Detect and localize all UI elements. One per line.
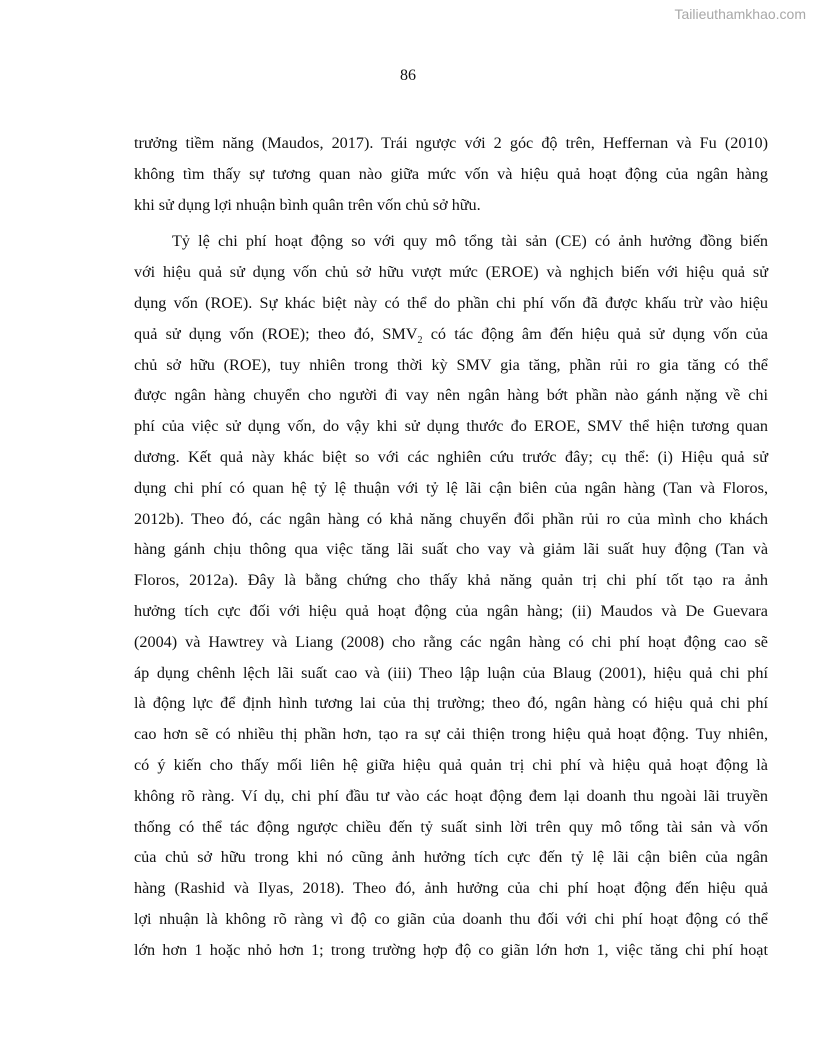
- text-line: dụng chi phí có quan hệ tỷ lệ thuận với tỷ lệ lãi cận biên của ngân hàng (Tan và Floros,: [134, 478, 768, 497]
- text-line: 2012b). Theo đó, các ngân hàng có khả năng chuyển đổi phần rủi ro của mình cho khách: [134, 509, 768, 528]
- text-line: phí của việc sử dụng vốn, do vậy khi sử dụng thước đo EROE, SMV thể hiện tương quan: [134, 417, 768, 436]
- text-line: là động lực để định hình tương lai của thị trường; theo đó, ngân hàng có hiệu quả chi phí: [134, 694, 768, 713]
- text-line: của chủ sở hữu trong khi nó cũng ảnh hưởng tích cực đến tỷ lệ lãi cận biên của ngân: [134, 848, 768, 867]
- text-line: thống có thể tác động ngược chiều đến tỷ suất sinh lời trên quy mô tổng tài sản và vốn: [134, 817, 768, 836]
- text-line: (2004) và Hawtrey và Liang (2008) cho rằng các ngân hàng có chi phí hoạt động cao sẽ: [134, 632, 768, 651]
- text-line: hàng gánh chịu thông qua việc tăng lãi suất cho vay và giảm lãi suất huy động (Tan và: [134, 540, 768, 559]
- text-line: hưởng tích cực đối với hiệu quả hoạt động của ngân hàng; (ii) Maudos và De Guevara: [134, 601, 768, 620]
- text-line: áp dụng chênh lệch lãi suất cao và (iii) Theo lập luận của Blaug (2001), hiệu quả chi phí: [134, 663, 768, 682]
- text-line: có ý kiến cho thấy mối liên hệ giữa hiệu quả quản trị chi phí và hiệu quả hoạt động là: [134, 755, 768, 774]
- text-line: cao hơn sẽ có nhiều thị phần hơn, tạo ra sự cải thiện trong hiệu quả hoạt động. Tuy nhiên,: [134, 725, 768, 744]
- text-line: dụng vốn (ROE). Sự khác biệt này có thể do phần chi phí vốn đã được khấu trừ vào hiệu: [134, 293, 768, 312]
- text-line: không rõ ràng. Ví dụ, chi phí đầu tư vào các hoạt động đem lại doanh thu ngoài lãi truyền: [134, 786, 768, 805]
- text-line: [134, 319, 768, 350]
- page-number: 86: [400, 67, 416, 84]
- body-text: [134, 128, 768, 966]
- text-line: Floros, 2012a). Đây là bằng chứng cho thấy khả năng quản trị chi phí tốt tạo ra ảnh: [134, 571, 768, 590]
- text-line: trưởng tiềm năng (Maudos, 2017). Trái ngược với 2 góc độ trên, Heffernan và Fu (2010): [134, 134, 768, 152]
- text-line: chủ sở hữu (ROE), tuy nhiên trong thời kỳ SMV gia tăng, phần rủi ro gia tăng có thể: [134, 355, 768, 374]
- text-line: với hiệu quả sử dụng vốn chủ sở hữu vượt mức (EROE) và nghịch biến với hiệu quả sử: [134, 263, 768, 282]
- subscript: 2: [417, 335, 423, 347]
- paragraph-2: [134, 226, 768, 965]
- text-segment: quả sử dụng vốn (ROE); theo đó, SMV: [134, 324, 418, 343]
- text-line: khi sử dụng lợi nhuận bình quân trên vốn chủ sở hữu.: [134, 195, 481, 214]
- text-line: được ngân hàng chuyển cho người đi vay nên ngân hàng bớt phần nào gánh nặng về chi: [134, 386, 768, 405]
- paragraph-1: [134, 128, 768, 220]
- text-line: dương. Kết quả này khác biệt so với các nghiên cứu trước đây; cụ thể: (i) Hiệu quả sử: [134, 447, 768, 466]
- text-line: Tỷ lệ chi phí hoạt động so với quy mô tổng tài sản (CE) có ảnh hưởng đồng biến: [172, 232, 768, 251]
- text-line: lớn hơn 1 hoặc nhỏ hơn 1; trong trường hợp độ co giãn lớn hơn 1, việc tăng chi phí hoạt: [134, 940, 768, 959]
- watermark: Tailieuthamkhao.com: [674, 6, 806, 22]
- text-segment: có tác động âm đến hiệu quả sử dụng vốn của: [422, 324, 768, 343]
- text-line: hàng (Rashid và Ilyas, 2018). Theo đó, ảnh hưởng của chi phí hoạt động đến hiệu quả: [134, 879, 768, 898]
- text-line: không tìm thấy sự tương quan nào giữa mức vốn và hiệu quả hoạt động của ngân hàng: [134, 164, 768, 183]
- text-line: lợi nhuận là không rõ ràng vì độ co giãn của doanh thu đối với chi phí hoạt động có thể: [134, 909, 768, 928]
